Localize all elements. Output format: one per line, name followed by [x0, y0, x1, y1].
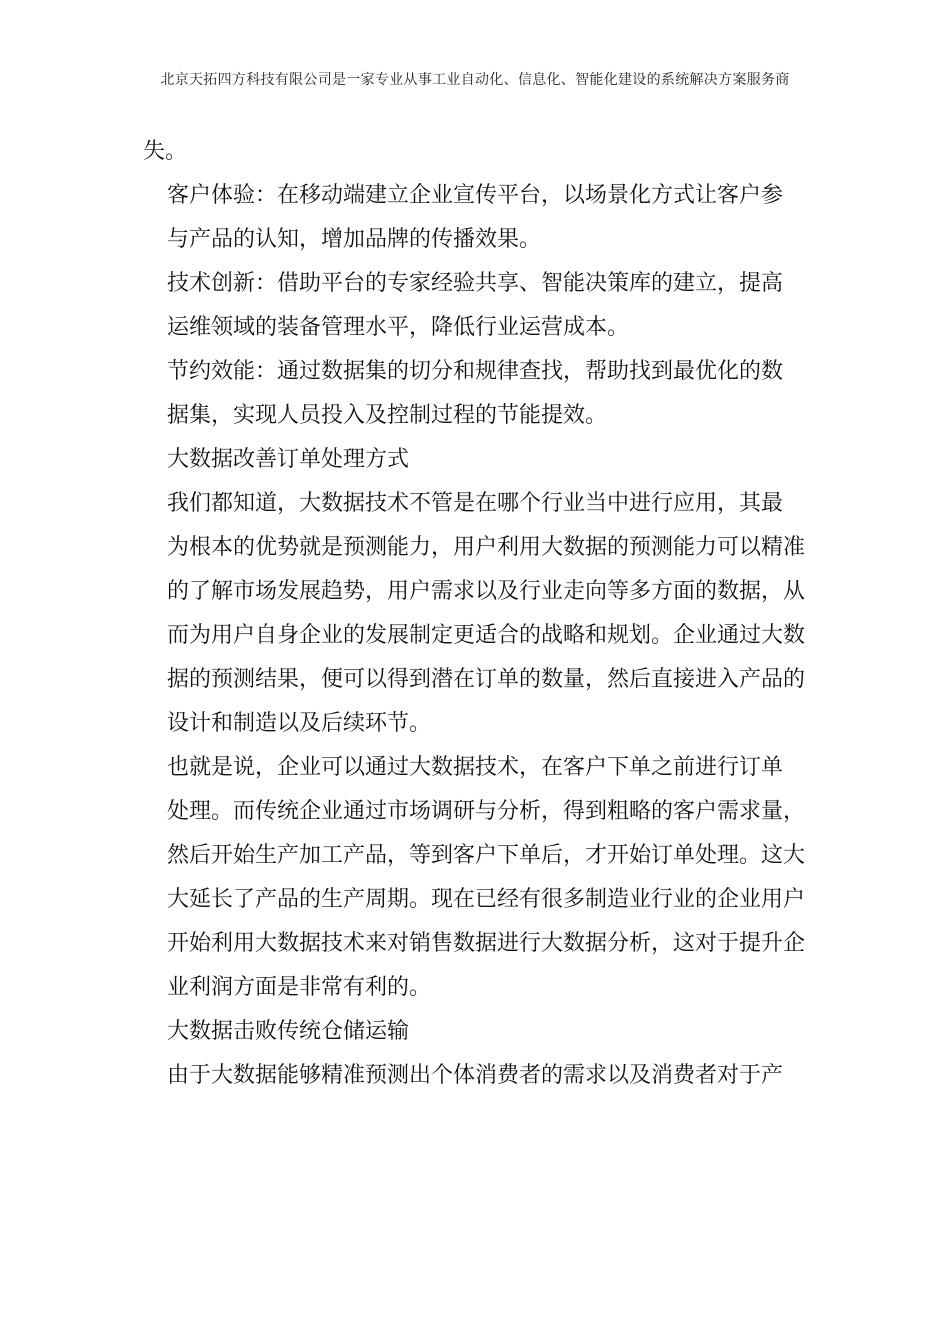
- paragraph: [143, 1054, 809, 1098]
- text-line: 节约效能：通过数据集的切分和规律查找，帮助找到最优化的数: [167, 359, 784, 384]
- text-line: 大数据击败传统仓储运输: [167, 1019, 410, 1044]
- text-line: 设计和制造以及后续环节。: [167, 711, 432, 736]
- text-line: 开始利用大数据技术来对销售数据进行大数据分析，这对于提升企: [167, 931, 806, 956]
- text-line: 据集，实现人员投入及控制过程的节能提效。: [167, 403, 608, 428]
- paragraph: [143, 174, 809, 262]
- text-line: 与产品的认知，增加品牌的传播效果。: [167, 227, 542, 252]
- text-line: 为根本的优势就是预测能力，用户利用大数据的预测能力可以精准: [167, 535, 806, 560]
- paragraph: [143, 482, 809, 746]
- paragraph: [143, 130, 809, 174]
- text-line: 大延长了产品的生产周期。现在已经有很多制造业行业的企业用户: [167, 887, 806, 912]
- section-heading: [143, 438, 809, 482]
- text-line: 然后开始生产加工产品，等到客户下单后，才开始订单处理。这大: [167, 843, 806, 868]
- text-line: 失。: [143, 139, 188, 164]
- page-header: 北京天拓四方科技有限公司是一家专业从事工业自动化、信息化、智能化建设的系统解决方案服务商: [160, 72, 790, 88]
- text-line: 处理。而传统企业通过市场调研与分析，得到粗略的客户需求量，: [167, 799, 806, 824]
- paragraph: [143, 262, 809, 350]
- text-line: 大数据改善订单处理方式: [167, 447, 410, 472]
- text-line: 据的预测结果，便可以得到潜在订单的数量，然后直接进入产品的: [167, 667, 806, 692]
- text-line: 我们都知道，大数据技术不管是在哪个行业当中进行应用，其最: [167, 491, 784, 516]
- paragraph: [143, 350, 809, 438]
- document-body: [143, 130, 809, 1098]
- text-line: 技术创新：借助平台的专家经验共享、智能决策库的建立，提高: [167, 271, 784, 296]
- section-heading: [143, 1010, 809, 1054]
- text-line: 的了解市场发展趋势，用户需求以及行业走向等多方面的数据，从: [167, 579, 806, 604]
- text-line: 而为用户自身企业的发展制定更适合的战略和规划。企业通过大数: [167, 623, 806, 648]
- text-line: 客户体验：在移动端建立企业宣传平台，以场景化方式让客户参: [167, 183, 784, 208]
- text-line: 由于大数据能够精准预测出个体消费者的需求以及消费者对于产: [167, 1063, 784, 1088]
- text-line: 也就是说，企业可以通过大数据技术，在客户下单之前进行订单: [167, 755, 784, 780]
- text-line: 业利润方面是非常有利的。: [167, 975, 432, 1000]
- text-line: 运维领域的装备管理水平，降低行业运营成本。: [167, 315, 630, 340]
- paragraph: [143, 746, 809, 1010]
